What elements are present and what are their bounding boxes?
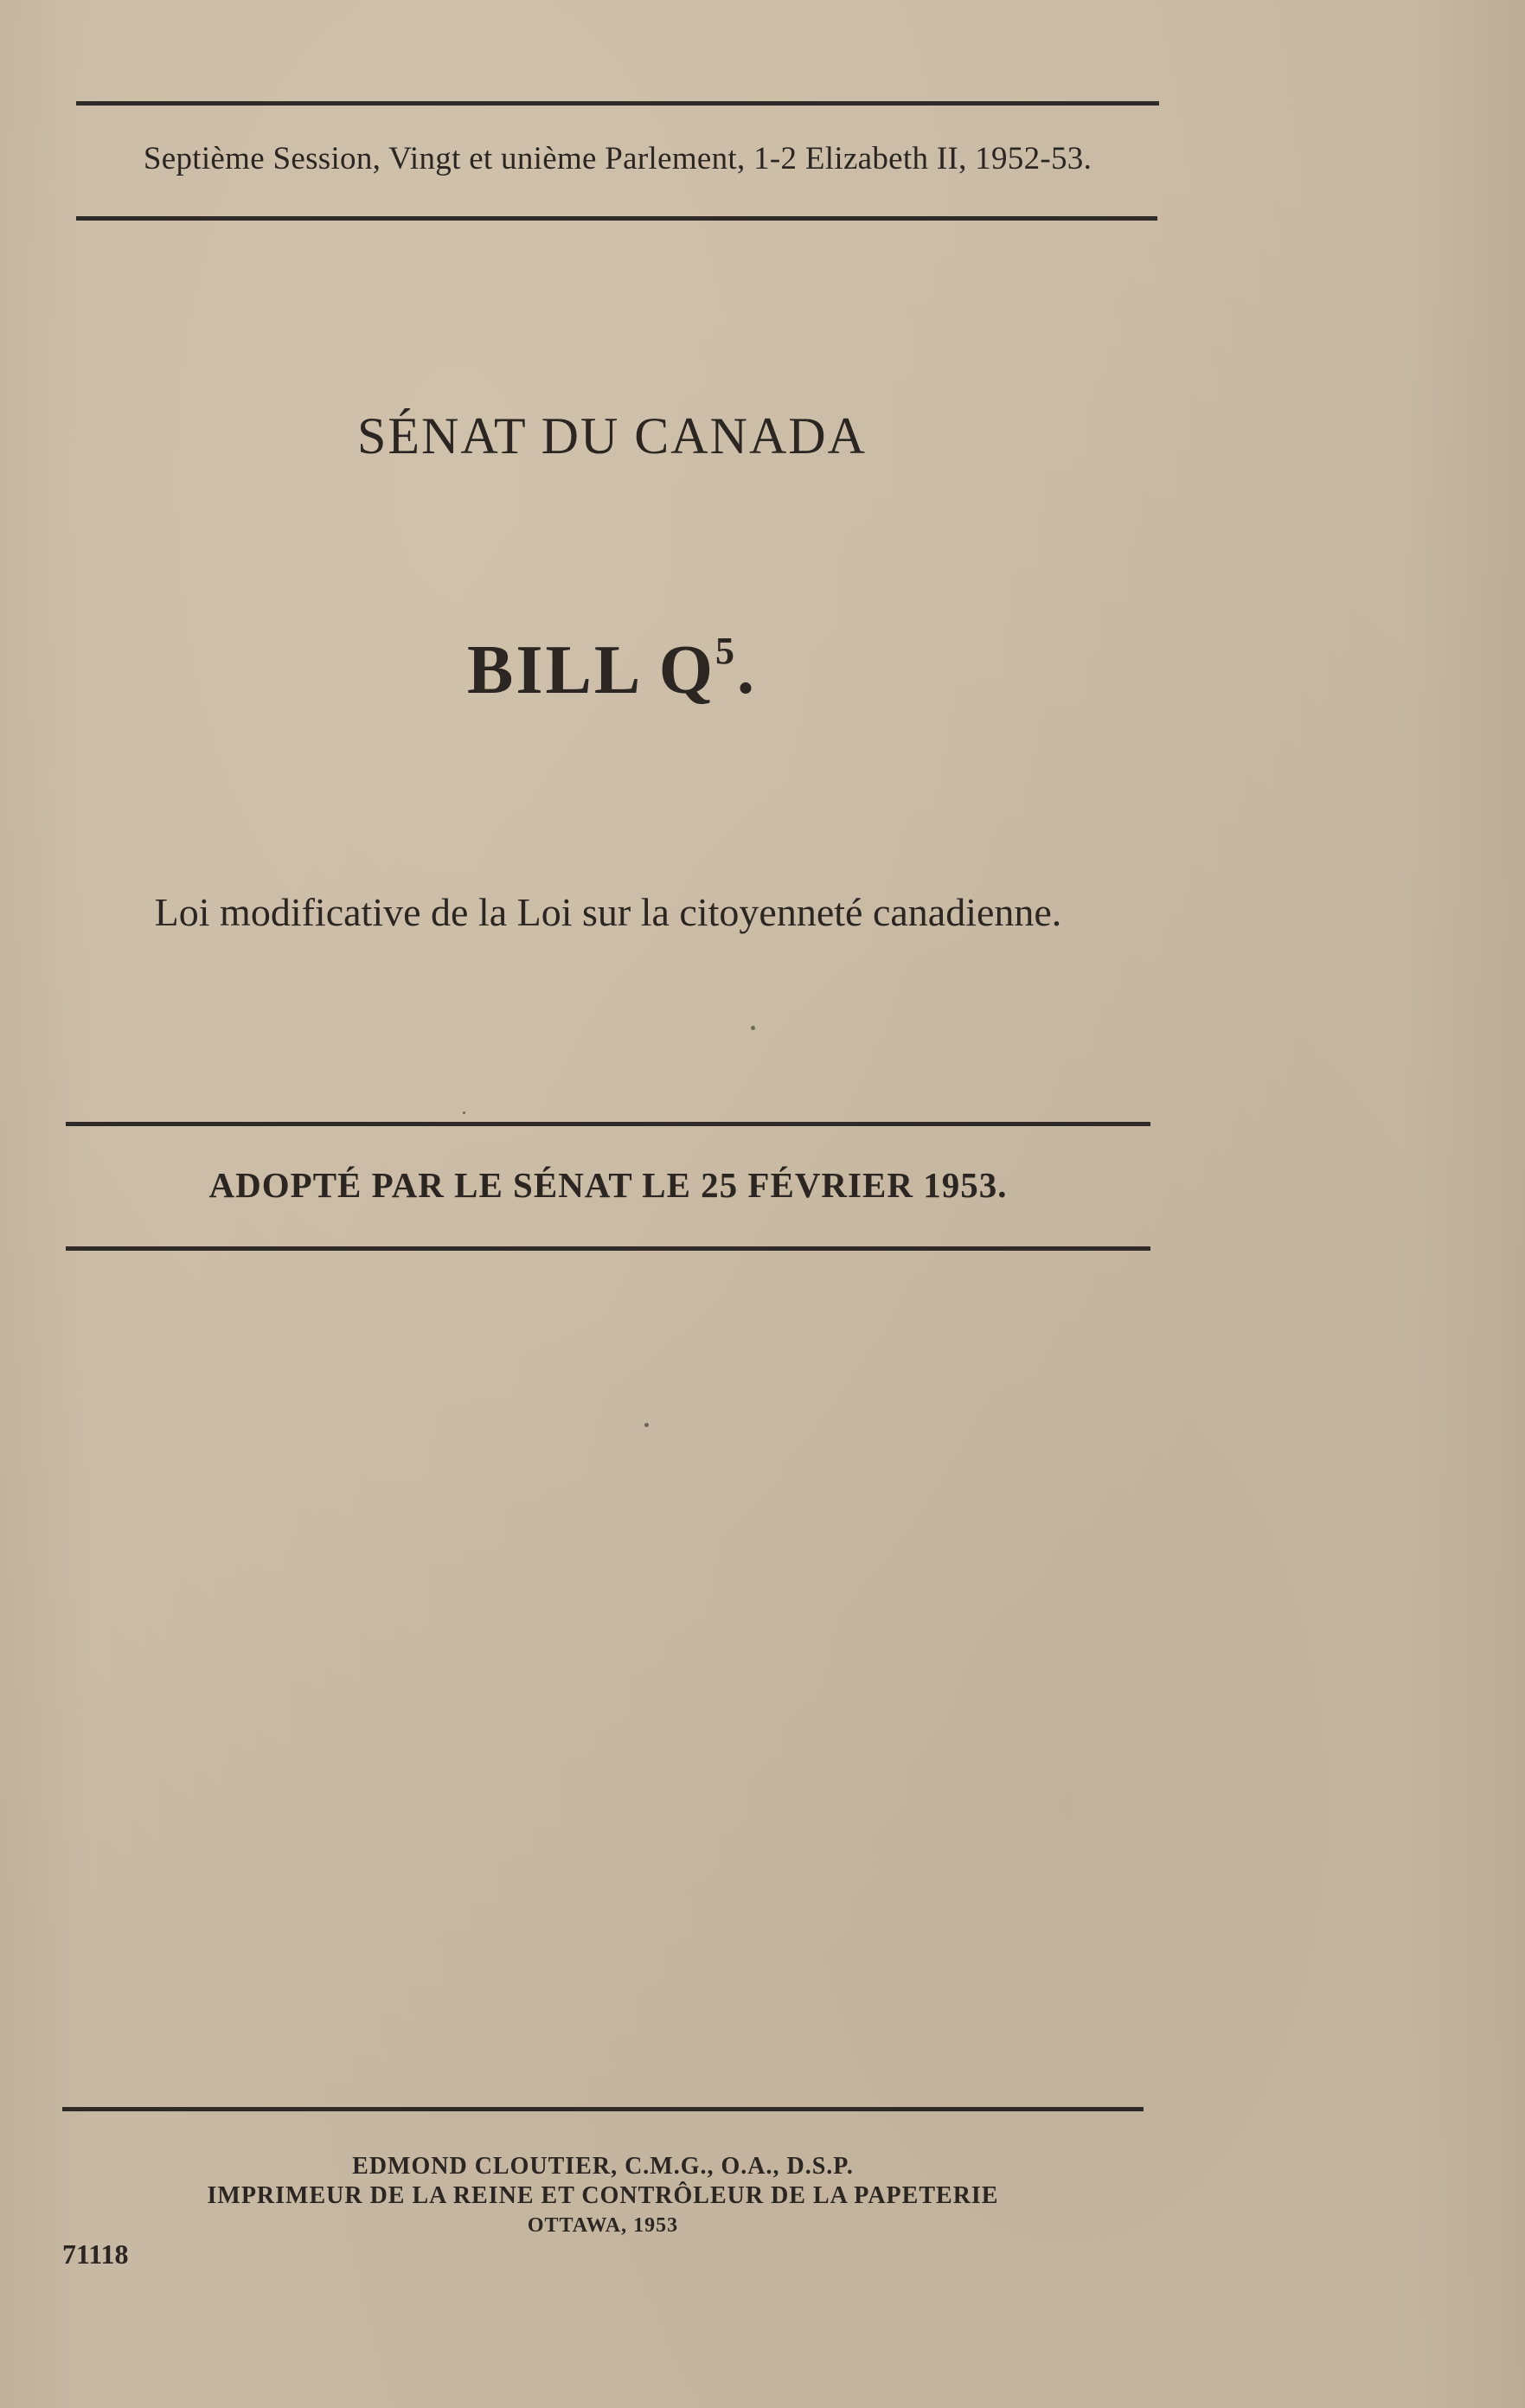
imprint-block: [62, 2152, 1144, 2240]
bill-suffix: .: [737, 632, 758, 708]
document-number: 71118: [62, 2238, 129, 2270]
imprint-printer: EDMOND CLOUTIER, C.M.G., O.A., D.S.P.: [352, 2153, 854, 2180]
chamber-title: SÉNAT DU CANADA: [357, 407, 867, 464]
imprint-title: IMPRIMEUR DE LA REINE ET CONTRÔLEUR DE LA PAPETERIE: [207, 2182, 999, 2209]
header-bottom-rule: [76, 216, 1157, 221]
bill-subject: Loi modificative de la Loi sur la citoyenneté canadienne.: [154, 890, 1062, 934]
imprint-place-year: OTTAWA, 1953: [527, 2214, 679, 2237]
adoption-status: ADOPTÉ PAR LE SÉNAT LE 25 FÉVRIER 1953.: [208, 1165, 1008, 1205]
imprint-rule: [62, 2107, 1144, 2111]
session-line: Septième Session, Vingt et unième Parlement, 1-2 Elizabeth II, 1952-53.: [143, 141, 1092, 176]
bill-title: [0, 631, 1224, 710]
bill-label: BILL Q: [466, 632, 716, 708]
paper-speck: [644, 1423, 649, 1427]
paper-speck: [751, 1026, 755, 1030]
bill-superscript: 5: [715, 630, 738, 672]
status-bottom-rule: [66, 1246, 1150, 1251]
top-rule: [76, 101, 1159, 106]
paper-speck: [463, 1111, 465, 1114]
status-top-rule: [66, 1122, 1150, 1126]
